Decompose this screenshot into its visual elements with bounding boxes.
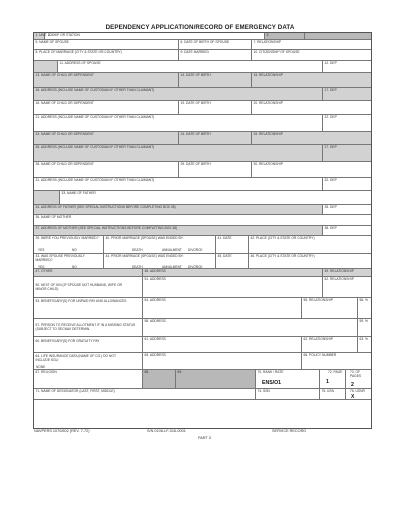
allotment-percent-field[interactable] bbox=[358, 319, 371, 337]
label: 52. RELATIONSHIP bbox=[324, 277, 354, 281]
child4-name-field[interactable] bbox=[34, 162, 179, 178]
child3-address-field[interactable] bbox=[34, 145, 323, 162]
other-relationship-field[interactable] bbox=[323, 269, 371, 277]
label: 1. UNIT I.D. bbox=[35, 33, 53, 37]
label: 44. PRIOR MARRIAGE (SPOUSE) WAS ENDED BY: bbox=[105, 254, 184, 258]
yes-option: YES bbox=[38, 248, 45, 252]
gratuity-address-field[interactable] bbox=[143, 337, 302, 353]
stock-number: S/N 0106-LF-016-0001 bbox=[147, 429, 186, 433]
child2-relationship-field[interactable] bbox=[252, 101, 371, 115]
child4-relationship-field[interactable] bbox=[252, 162, 371, 178]
label: 19. DATE OF BIRTH bbox=[180, 101, 211, 105]
label: 60. BENEFICIARY(S) FOR GRATUITY PAY bbox=[35, 339, 100, 343]
life-insurance-field[interactable] bbox=[34, 353, 143, 370]
label: 29. DATE OF BIRTH bbox=[180, 162, 211, 166]
label: 39. WERE YOU PREVIOUSLY MARRIED? bbox=[35, 236, 99, 240]
label: 23. NAME OF CHILD OR DEPENDENT bbox=[35, 132, 94, 136]
child1-name-field[interactable] bbox=[34, 73, 179, 88]
label: 37. ADDRESS OF MOTHER (SEE SPECIAL INSTRUCTIONS BEFORE COMPLETING BOX 38) bbox=[35, 226, 178, 230]
dep-17-field[interactable] bbox=[323, 88, 371, 101]
label: 53. BENEFICIARY(S) FOR UNPAID PAY AND ALLOWANCES bbox=[35, 299, 127, 303]
child3-name-field[interactable] bbox=[34, 132, 179, 145]
page-field[interactable] bbox=[320, 370, 346, 389]
prior-marriage-ended-field[interactable] bbox=[104, 236, 216, 254]
label: 74. SSN bbox=[257, 389, 270, 393]
label: 20. RELATIONSHIP bbox=[253, 101, 283, 105]
date-married-field[interactable] bbox=[179, 50, 252, 61]
child2-address-field[interactable] bbox=[34, 115, 323, 132]
child2-dob-field[interactable] bbox=[179, 101, 252, 115]
label: 73. OF PAGES bbox=[350, 370, 362, 378]
form-number: NAVPERS 1070/602 (REV. 7-72) bbox=[34, 429, 90, 433]
none-option: NONE bbox=[36, 364, 46, 369]
unit-id-field[interactable] bbox=[34, 33, 53, 40]
gratuity-beneficiary-field[interactable] bbox=[34, 337, 143, 353]
label: 17. DEP bbox=[324, 88, 337, 92]
label: 24. DATE OF BIRTH bbox=[180, 132, 211, 136]
father-address-field[interactable] bbox=[34, 205, 323, 215]
no-option: NO bbox=[72, 264, 77, 269]
label: 34. ADDRESS OF FATHER (SEE SPECIAL INSTRUCTIONS BEFORE COMPLETING BOX 35) bbox=[35, 205, 176, 209]
label: 69. bbox=[177, 370, 183, 374]
label: 70. RANK / RATE bbox=[257, 370, 284, 374]
label: 62. RELATIONSHIP bbox=[303, 337, 333, 341]
ssn-field[interactable] bbox=[256, 389, 320, 400]
spouse-dob-field[interactable] bbox=[179, 40, 252, 50]
father-name-field[interactable] bbox=[60, 191, 371, 205]
label: 67. RELIGION bbox=[35, 370, 57, 374]
mother-name-field[interactable] bbox=[34, 215, 371, 226]
spouse-name-field[interactable] bbox=[34, 40, 179, 50]
field-69[interactable] bbox=[176, 370, 256, 389]
label: 30. RELATIONSHIP bbox=[253, 162, 283, 166]
death-option: DEATH bbox=[132, 264, 143, 269]
label: 57. PERSON TO RECEIVE ALLOTMENT IF IN A MISSING STATUS (SUBJECT TO SECNAV DETERMIN. bbox=[35, 323, 136, 331]
unpaid-percent-field[interactable] bbox=[358, 298, 371, 319]
spouse-citizenship-field[interactable] bbox=[252, 50, 371, 61]
allotment-address-field[interactable] bbox=[143, 319, 358, 337]
ship-station-field[interactable] bbox=[45, 33, 265, 40]
child3-relationship-field[interactable] bbox=[252, 132, 371, 145]
label: 43. WAS SPOUSE PREVIOUSLY MARRIED? bbox=[35, 254, 85, 262]
child4-address-field[interactable] bbox=[34, 178, 323, 191]
of-pages-value: 2 bbox=[351, 381, 354, 388]
gratuity-relationship-field[interactable] bbox=[302, 337, 358, 353]
blank-band bbox=[34, 400, 371, 428]
spouse-prior-place-field[interactable] bbox=[249, 254, 371, 269]
label: 49. RELATIONSHIP bbox=[324, 269, 354, 273]
label: 31. ADDRESS (INCLUDE NAME OF CUSTODIAN IF OTHER THAN CLAIMANT) bbox=[35, 178, 155, 182]
label: 15. RELATIONSHIP bbox=[253, 73, 283, 77]
unpaid-beneficiary-field[interactable] bbox=[34, 298, 143, 319]
dep-12-field[interactable] bbox=[323, 61, 371, 73]
dep-22-field[interactable] bbox=[323, 115, 371, 132]
other-address-field[interactable] bbox=[143, 269, 323, 277]
label: 6. DATE OF BIRTH OF SPOUSE bbox=[180, 40, 230, 44]
page-value: 1 bbox=[326, 379, 329, 385]
form-title: DEPENDENCY APPLICATION/RECORD OF EMERGENCY DATA bbox=[105, 24, 295, 31]
label: 38. DEP bbox=[324, 226, 337, 230]
child1-relationship-field[interactable] bbox=[252, 73, 371, 88]
mother-address-field[interactable] bbox=[34, 226, 323, 236]
label: 10. CITIZENSHIP OF SPOUSE bbox=[253, 50, 300, 54]
dependency-form bbox=[33, 32, 372, 429]
label: 76. USNR bbox=[350, 389, 365, 393]
label: 68. bbox=[144, 370, 150, 374]
label: 40. PRIOR MARRIAGE (SPOUSE) WAS ENDED BY: bbox=[105, 236, 184, 240]
label: 59. % bbox=[359, 319, 368, 323]
field-4[interactable] bbox=[305, 33, 371, 40]
divorce-option: DIVORCE bbox=[188, 248, 203, 252]
religion-field[interactable] bbox=[34, 370, 143, 389]
field-3[interactable] bbox=[265, 33, 305, 40]
label: 55. RELATIONSHIP bbox=[303, 298, 333, 302]
label: 63. % bbox=[359, 337, 368, 341]
label: 9. DATE MARRIED bbox=[180, 50, 209, 54]
next-of-kin-relationship-field[interactable] bbox=[323, 277, 371, 298]
label: 71. NAME OF DESIGNATOR (LAST, FIRST, MIDDLE) bbox=[35, 389, 115, 393]
dep-27-field[interactable] bbox=[323, 145, 371, 162]
annulment-option: ANNULMENT bbox=[162, 264, 182, 269]
next-of-kin-field[interactable] bbox=[34, 277, 143, 298]
label: 56. % bbox=[359, 298, 368, 302]
label: 65. ADDRESS bbox=[144, 353, 166, 357]
previously-married-field[interactable] bbox=[34, 236, 104, 254]
label: 66. POLICY NUMBER bbox=[303, 353, 337, 357]
label: 50. NEXT OF KIN (IF SPOUSE NOT HUSBAND, WIFE OR MINOR CHILD) bbox=[35, 283, 123, 291]
label: 27. DEP bbox=[324, 145, 337, 149]
label: 33. NAME OF FATHER bbox=[61, 191, 96, 195]
dep-38-field[interactable] bbox=[323, 226, 371, 236]
label: 45. DATE bbox=[217, 254, 232, 258]
label: 58. ADDRESS bbox=[144, 319, 166, 323]
spouse-prior-date-field[interactable] bbox=[216, 254, 249, 269]
label: 2. SHIP OR STATION bbox=[48, 33, 80, 37]
rank-rate-field[interactable] bbox=[256, 370, 320, 389]
of-pages-field[interactable] bbox=[346, 370, 371, 389]
spouse-relationship-field[interactable] bbox=[252, 40, 371, 50]
label: 35. DEP bbox=[324, 205, 337, 209]
dep-32-field[interactable] bbox=[323, 178, 371, 191]
dep-35-field[interactable] bbox=[323, 205, 371, 215]
designator-name-field[interactable] bbox=[34, 389, 256, 400]
rank-value: ENS/O1 bbox=[262, 380, 282, 386]
label: 5. NAME OF SPOUSE bbox=[35, 40, 69, 44]
annulment-option: ANNULMENT bbox=[162, 248, 182, 252]
usnr-mark: X bbox=[351, 394, 355, 400]
label: 16. ADDRESS (INCLUDE NAME OF CUSTODIAN IF OTHER THAN CLAIMANT) bbox=[35, 88, 155, 92]
label: 51. ADDRESS bbox=[144, 277, 166, 281]
yes-option: YES bbox=[38, 264, 45, 269]
label: 41. DATE bbox=[217, 236, 232, 240]
label: 72. PAGE bbox=[328, 370, 343, 374]
label: 42. PLACE (CITY & STATE OR COUNTRY) bbox=[250, 236, 315, 240]
label: 61. ADDRESS bbox=[144, 337, 166, 341]
child1-dob-field[interactable] bbox=[179, 73, 252, 88]
label: 13. NAME OF CHILD OR DEPENDENT bbox=[35, 73, 94, 77]
spouse-address-field[interactable] bbox=[58, 61, 323, 73]
spouse-previously-married-field[interactable] bbox=[34, 254, 104, 269]
label: 46. PLACE (CITY & STATE OR COUNTRY) bbox=[250, 254, 315, 258]
other-field[interactable] bbox=[34, 269, 143, 277]
label: 18. NAME OF CHILD OR DEPENDENT bbox=[35, 101, 94, 105]
service-record-label: SERVICE RECORD bbox=[272, 429, 307, 433]
insurance-address-field[interactable] bbox=[143, 353, 302, 370]
child4-dob-field[interactable] bbox=[179, 162, 252, 178]
label: 48. ADDRESS bbox=[144, 269, 166, 273]
unpaid-beneficiary-relationship-field[interactable] bbox=[302, 298, 358, 319]
label: 32. DEP bbox=[324, 178, 337, 182]
label: 12. DEP bbox=[324, 61, 337, 65]
label: 8. PLACE OF MARRIAGE (CITY & STATE OR COUNTRY) bbox=[35, 50, 122, 54]
marriage-place-field[interactable] bbox=[34, 50, 179, 61]
label: 54. ADDRESS bbox=[144, 298, 166, 302]
child1-address-field[interactable] bbox=[34, 88, 323, 101]
unpaid-beneficiary-address-field[interactable] bbox=[143, 298, 302, 319]
policy-number-field[interactable] bbox=[302, 353, 371, 370]
label: 11. ADDRESS OF SPOUSE bbox=[59, 61, 101, 65]
label: 75. USN bbox=[321, 389, 334, 393]
usnr-field[interactable] bbox=[346, 389, 371, 400]
label: 14. DATE OF BIRTH bbox=[180, 73, 211, 77]
death-option: DEATH bbox=[132, 248, 143, 252]
gratuity-percent-field[interactable] bbox=[358, 337, 371, 353]
divorce-option: DIVORCE bbox=[188, 264, 203, 269]
label: 7. RELATIONSHIP bbox=[253, 40, 282, 44]
label: 64. LIFE INSURANCE DATA (NAME OF CO.) DO NOT INCLUDE SGLI bbox=[35, 354, 116, 362]
spouse-prior-marriage-ended-field[interactable] bbox=[104, 254, 216, 269]
label: 28. NAME OF CHILD OR DEPENDENT bbox=[35, 162, 94, 166]
child3-dob-field[interactable] bbox=[179, 132, 252, 145]
prior-date-field[interactable] bbox=[216, 236, 249, 254]
field-68[interactable] bbox=[143, 370, 176, 389]
shaded-cell bbox=[34, 61, 58, 73]
label: 36. NAME OF MOTHER bbox=[35, 215, 72, 219]
label: 25. RELATIONSHIP bbox=[253, 132, 283, 136]
no-option: NO bbox=[72, 248, 77, 252]
child2-name-field[interactable] bbox=[34, 101, 179, 115]
label: 3. bbox=[266, 33, 270, 37]
label: 21. ADDRESS (INCLUDE NAME OF CUSTODIAN IF OTHER THAN CLAIMANT) bbox=[35, 115, 155, 119]
prior-place-field[interactable] bbox=[249, 236, 371, 254]
part-label: PART 3 bbox=[198, 436, 211, 440]
label: 47. OTHER bbox=[35, 269, 53, 273]
allotment-person-field[interactable] bbox=[34, 319, 143, 337]
next-of-kin-address-field[interactable] bbox=[143, 277, 323, 298]
label: 22. DEP bbox=[324, 115, 337, 119]
shaded-cell bbox=[34, 191, 60, 205]
usn-field[interactable] bbox=[320, 389, 346, 400]
label: 26. ADDRESS (INCLUDE NAME OF CUSTODIAN IF OTHER THAN CLAIMANT) bbox=[35, 145, 155, 149]
